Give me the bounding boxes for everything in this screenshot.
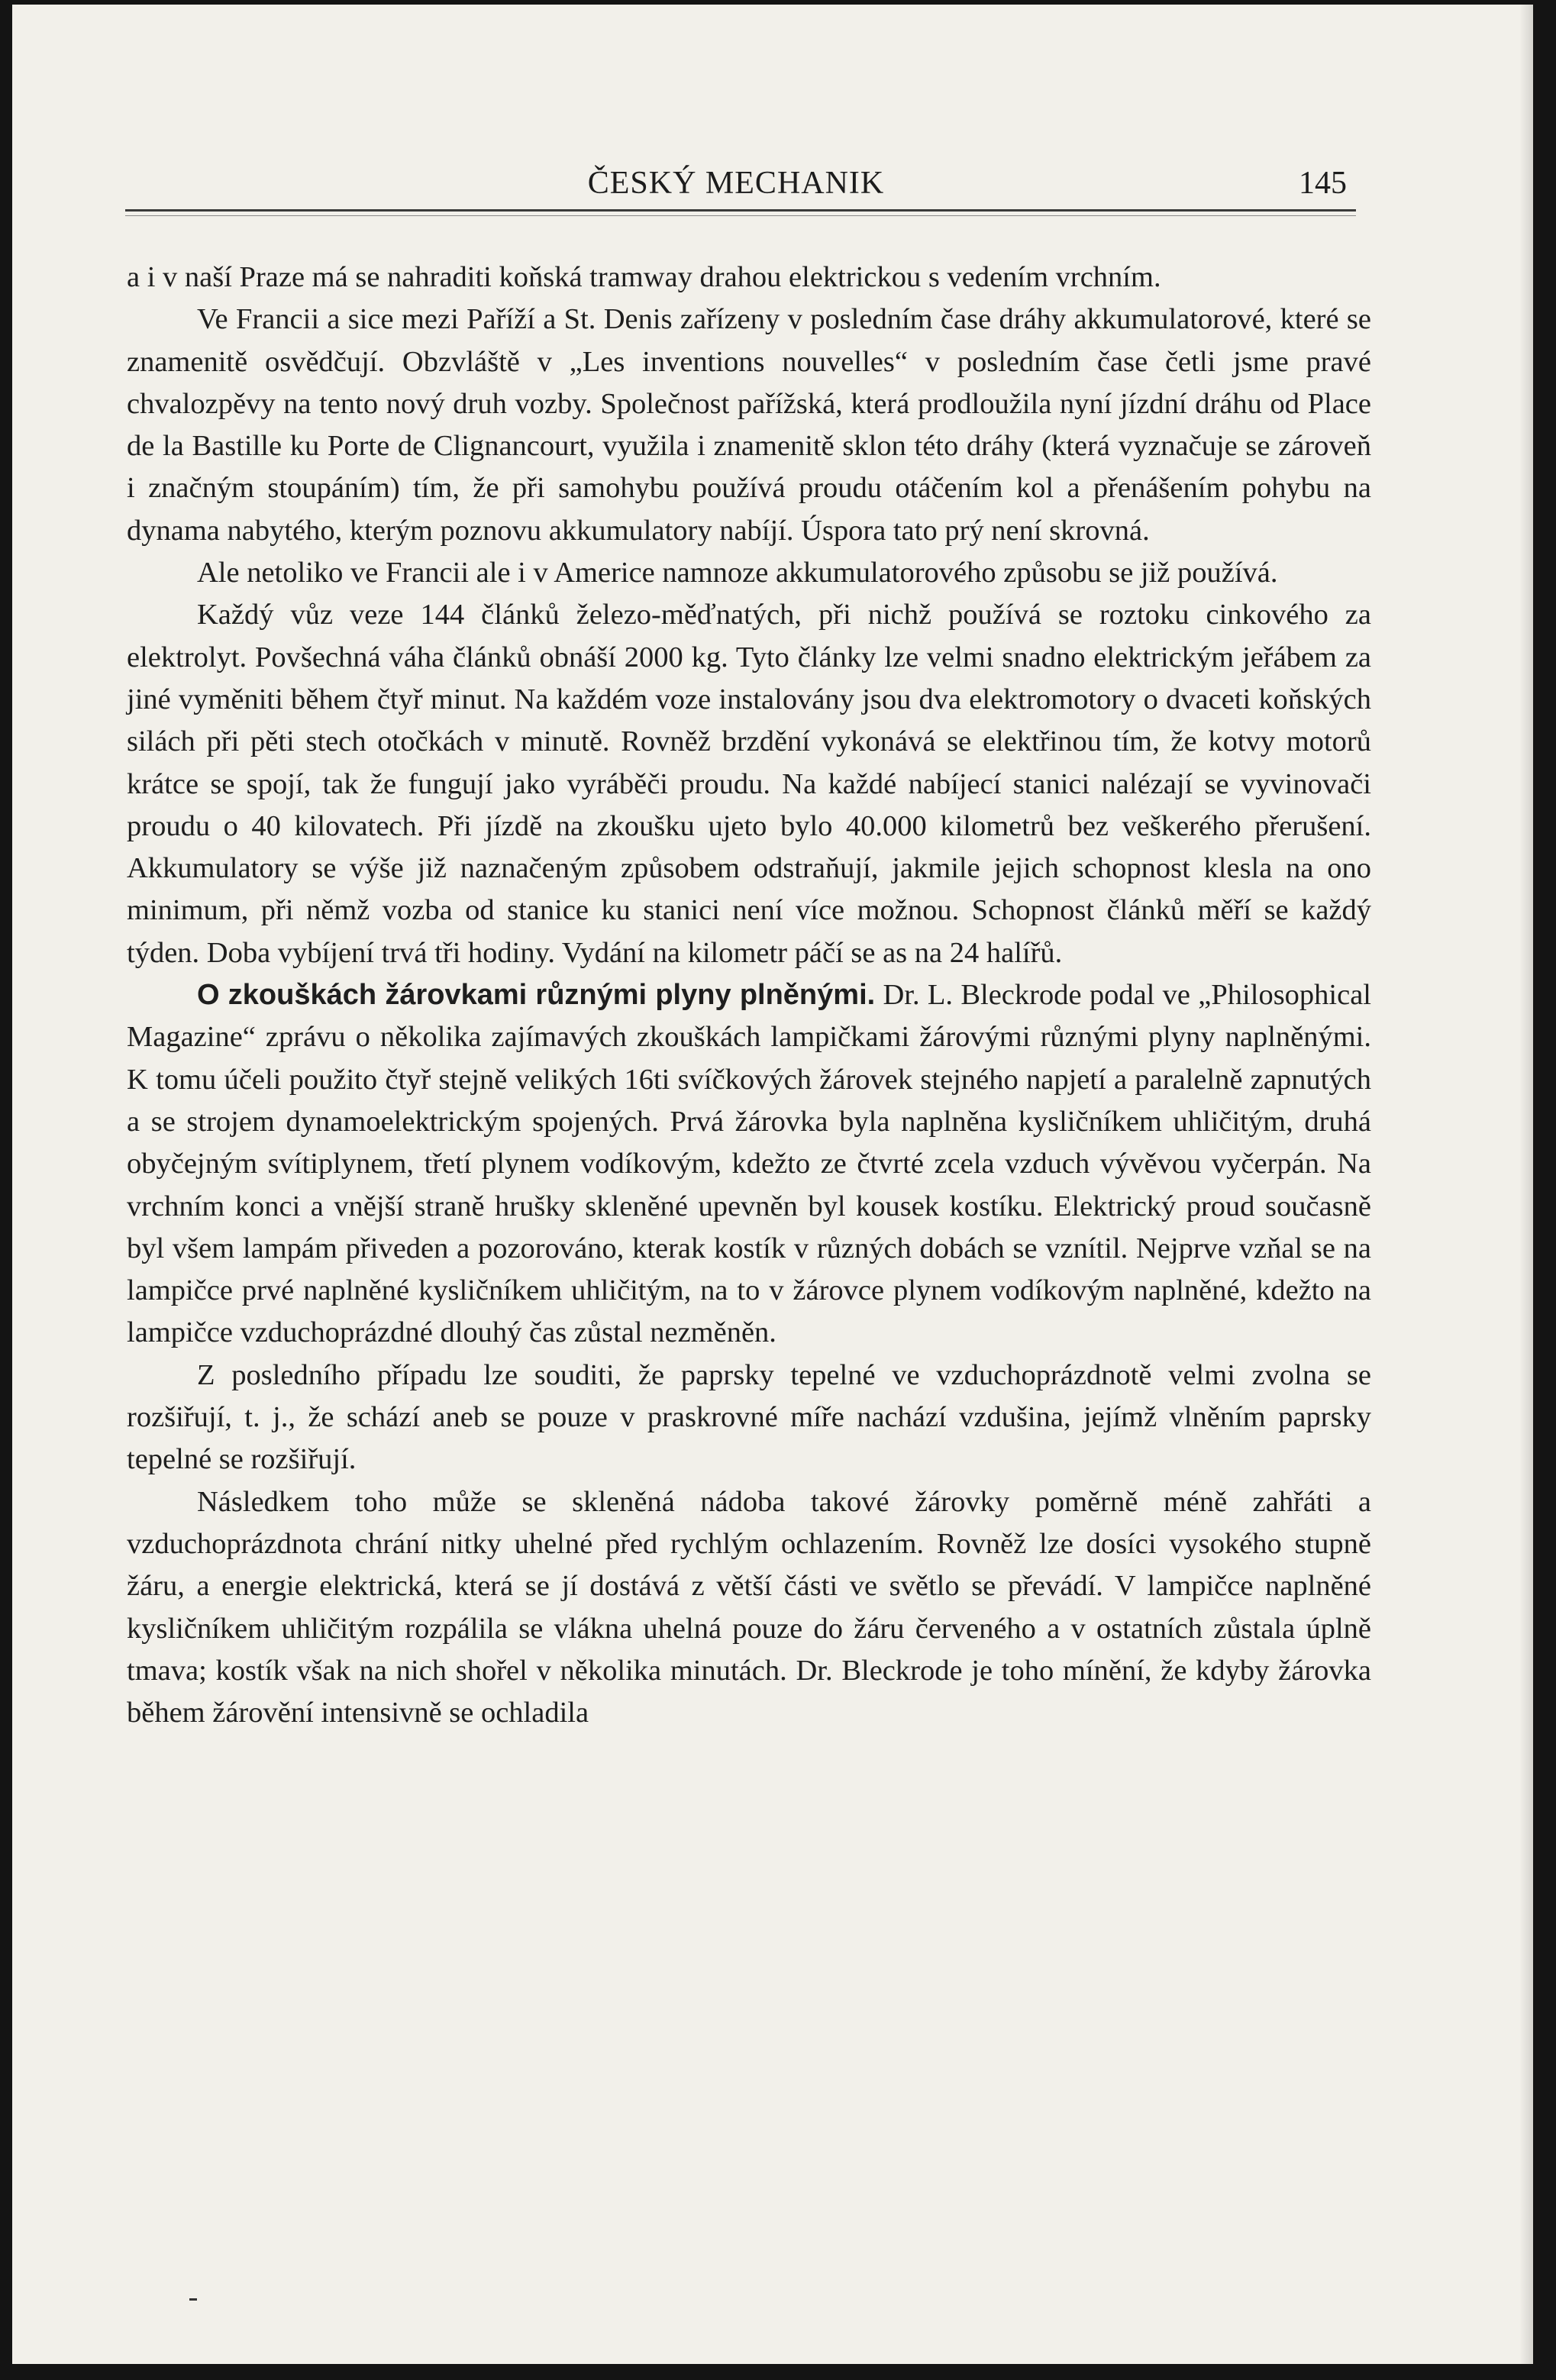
running-title: ČESKÝ MECHANIK bbox=[587, 166, 885, 201]
header-rule-thin bbox=[125, 215, 1356, 216]
paragraph-america: Ale netoliko ve Francii ale i v Americe namnoze akkumulatorového způsobu se již používá. bbox=[197, 557, 1278, 589]
header-rule bbox=[125, 209, 1356, 212]
print-speck bbox=[189, 2298, 197, 2301]
paragraph-car-cells: Každý vůz veze 144 článků železo-měďnatých, při nichž používá se roztoku cinkového za elektrolyt. Povšechná váha článků obnáší 2000 kg. Tyto články lze velmi snadno elektrickým jeřábem za jiné vyměniti během čtyř minut. Na každém voze instalovány jsou dva elektromotory o dvaceti koňských silách při pěti stech otočkách v minutě. Rovněž brzdění vykonává se elektřinou tím, že kotvy motorů krátce se spojí, tak že fungují jako vyráběči proudu. Na každé nabíjecí stanici nalézají se vyvinovači proudu o 40 kilovatech. Při jízdě na zkoušku ujeto bylo 40.000 kilometrů bez veškerého přerušení. Akkumulatory se výše již naznačeným způsobem odstraňují, jakmile jejich schopnost klesla na ono minimum, při němž vozba od stanice ku stanici není více možnou. Schopnost článků měří se každý týden. Doba vybíjení trvá tři hodiny. Vydání na kilometr páčí se as na 24 halířů. bbox=[127, 599, 1371, 969]
section-heading: O zkouškách žárovkami různými plyny plněnými. bbox=[197, 979, 876, 1012]
paragraph-bulb-experiments bbox=[127, 974, 1371, 1355]
paragraph-france-accumulators: Ve Francii a sice mezi Paříží a St. Denis zařízeny v posledním čase dráhy akkumulatorové, které se znamenitě osvědčují. Obzvláště v „Les inventions nouvelles“ v posledním čase četli jsme pravé chvalozpěvy na tento nový druh vozby. Společnost pařížská, která prodloužila nyní jízdní dráhu od Place de la Bastille ku Porte de Clignancourt, využila i znamenitě sklon této dráhy (která vyznačuje se zároveň i značným stoupáním) tím, že při samohybu používá proudu otáčením kol a přenášením pohybu na dynama nabytého, kterým poznovu akkumulatory nabíjí. Úspora tato prý není skrovná. bbox=[127, 303, 1371, 547]
page-header bbox=[118, 163, 1354, 209]
paragraph-vacuum-conclusion: Z posledního případu lze souditi, že paprsky tepelné ve vzduchoprázdnotě velmi zvolna se rozšiřují, t. j., že schází aneb se pouze v praskrovné míře nachází vzdušina, jejímž vlněním paprsky tepelné se rozšiřují. bbox=[127, 1358, 1371, 1476]
page-number: 145 bbox=[1299, 166, 1347, 201]
page bbox=[12, 5, 1533, 2364]
paragraph-bulb-experiments-text: Dr. L. Bleckrode podal ve „Philosophical Magazine“ zprávu o několika zajímavých zkouškách lampičkami žárovými různými plyny naplněnými. K tomu účeli použito čtyř stejně velikých 16ti svíčkových žárovek stejného napjetí a paralelně zapnutých a se strojem dynamoelektrickým spojených. Prvá žárovka byla naplněna kysličníkem uhličitým, druhá obyčejným svítiplynem, třetí plynem vodíkovým, kdežto ze čtvrté zcela vzduch vývěvou vyčerpán. Na vrchním konci a vnější straně hrušky skleněné upevněn byl kousek kostíku. Elektrický proud současně byl všem lampám přiveden a pozorováno, kterak kostík v různých dobách se vznítil. Nejprve vzňal se na lampičce prvé naplněné kysličníkem uhličitým, na to v žárovce plynem vodíkovým naplněné, kdežto na lampičce vzduchoprázdné dlouhý čas zůstal nezměněn. bbox=[127, 979, 1371, 1349]
paragraph-consequence: Následkem toho může se skleněná nádoba takové žárovky poměrně méně zahřáti a vzduchoprázdnota chrání nitky uhelné před rychlým ochlazením. Rovněž lze dosíci vysokého stupně žáru, a energie elektrická, která se jí dostává z větší části ve světlo se převádí. V lampičce naplněné kysličníkem uhličitým rozpálila se vlákna uhelná pouze do žáru červeného a v ostatních zůstala úplně tmava; kostík však na nich shořel v několika minutách. Dr. Bleckrode je toho mínění, že kdyby žárovka během žárovění intensivně se ochladila bbox=[127, 1485, 1371, 1729]
paragraph-tramway-prague: a i v naší Praze má se nahraditi koňská tramway drahou elektrickou s vedením vrchním. bbox=[127, 261, 1161, 293]
body-text bbox=[127, 257, 1371, 1734]
